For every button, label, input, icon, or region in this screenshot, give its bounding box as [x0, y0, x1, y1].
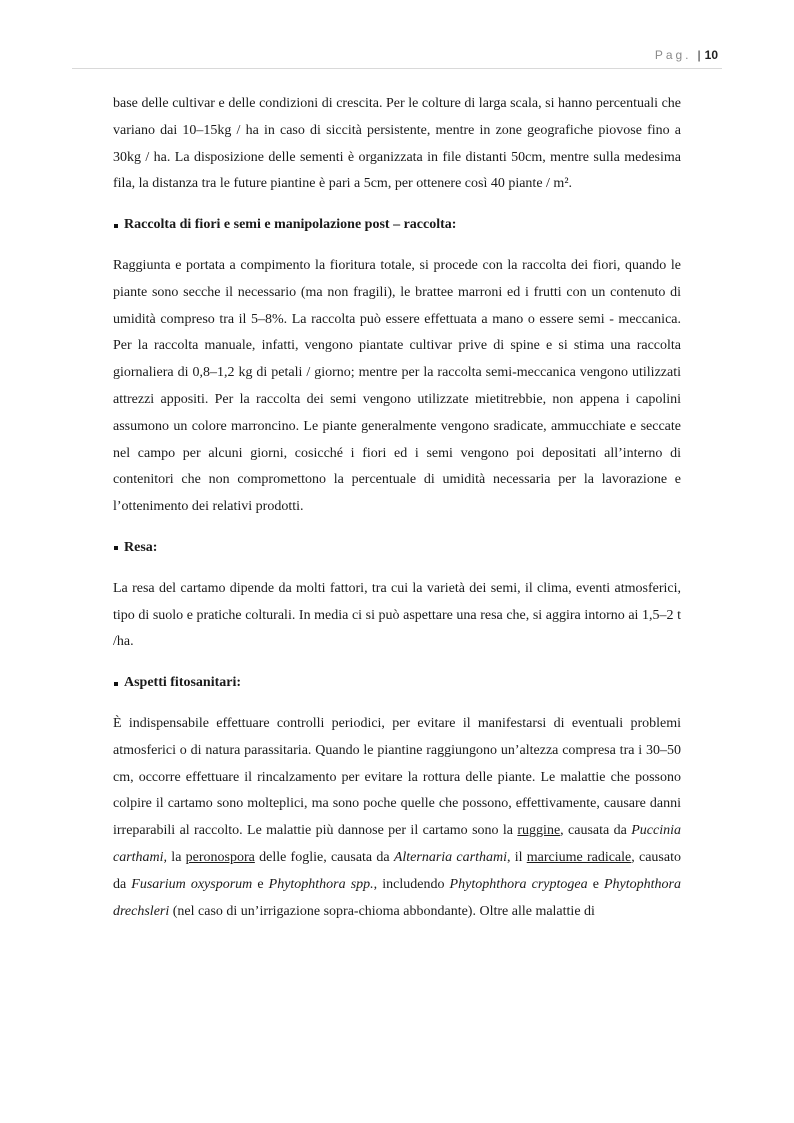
bullet-icon: [114, 224, 118, 228]
italic-species: Fusarium oxysporum: [131, 876, 253, 892]
text-run: , il: [506, 849, 527, 865]
section-heading-text: Resa:: [124, 539, 158, 555]
text-run: , includendo: [373, 876, 450, 892]
text-run: delle foglie, causata da: [254, 849, 394, 865]
italic-species: Phytophthora drechsleri: [113, 876, 681, 919]
page-header: [655, 48, 718, 62]
italic-species: Phytophthora spp.: [268, 876, 374, 892]
raccolta-paragraph: Raggiunta e portata a compimento la fioritura totale, si procede con la raccolta dei fiori, quando le piante sono secche il necessario (ma non fragili), le brattee marroni ed i frutti con un contenuto di umidità compreso tra il 5–8%. La raccolta può essere effettuata a mano o essere semi - meccanica. Per la raccolta manuale, infatti, vengono piantate cultivar prive di spine e si stima una raccolta giornaliera di 0,8–1,2 kg di petali / giorno; mentre per la raccolta semi-meccanica vengono utilizzati attrezzi appositi. Per la raccolta dei semi vengono utilizzate mietitrebbie, non appena i capolini assumono un colore marroncino. Le piante generalmente vengono sradicate, ammucchiate e seccate nel campo per alcuni giorni, cosicché i fiori ed i semi vengono poi depositati all’interno di contenitori che non compromettono la percentuale di umidità necessaria per la lavorazione e l’ottenimento dei relativi prodotti.: [113, 257, 681, 515]
italic-species: Alternaria carthami: [393, 849, 507, 865]
underlined-term: peronospora: [185, 849, 255, 865]
text-run: la: [167, 849, 186, 865]
intro-paragraph: base delle cultivar e delle condizioni di crescita. Per le colture di larga scala, si hanno percentuali che variano dai 10–15kg / ha in caso di siccità persistente, mentre in zone geografiche piovose fino a 30kg / ha. La disposizione delle sementi è organizzata in file distanti 50cm, mentre sulla medesima fila, la distanza tra le future piantine è pari a 5cm, per ottenere così 40 piante / m².: [113, 96, 681, 192]
text-run: , causata da: [560, 823, 632, 839]
resa-paragraph: La resa del cartamo dipende da molti fattori, tra cui la varietà dei semi, il clima, eventi atmosferici, tipo di suolo e pratiche colturali. In media ci si può aspettare una resa che, si aggira intorno ai 1,5–2 t /ha.: [113, 580, 681, 650]
section-heading-text: Aspetti fitosanitari:: [124, 675, 242, 691]
text-run: e: [587, 876, 604, 892]
header-separator: |: [697, 48, 701, 62]
section-heading-resa: [113, 535, 681, 562]
underlined-term: ruggine: [517, 823, 561, 839]
section-heading-raccolta: [113, 212, 681, 239]
underlined-term: marciume radicale: [526, 849, 632, 865]
text-run: e: [252, 876, 269, 892]
italic-species: Phytophthora cryptogea: [449, 876, 588, 892]
header-divider: [72, 68, 722, 69]
italic-species: Puccinia carthami,: [113, 823, 681, 865]
text-run: , causato da: [113, 849, 681, 892]
page-label: Pag.: [654, 48, 692, 62]
bullet-icon: [114, 546, 118, 550]
document-body: [113, 91, 681, 939]
section-heading-text: Raccolta di fiori e semi e manipolazione post – raccolta:: [124, 217, 457, 233]
text-run: È indispensabile effettuare controlli periodici, per evitare il manifestarsi di eventuali problemi atmosferici o di natura parassitaria. Quando le piantine raggiungono un’altezza compresa tra i 30–50 cm, occorre effettuare il rincalzamento per evitare la rottura delle piante. Le malattie che possono colpire il cartamo sono molteplici, ma sono poche quelle che possono, effettivamente, causare danni irreparabili al raccolto. Le malattie più dannose per il cartamo sono la: [113, 715, 681, 839]
section-heading-aspetti: [113, 670, 681, 697]
bullet-icon: [114, 682, 118, 686]
page-number: 10: [704, 48, 718, 62]
aspetti-paragraph: [113, 711, 681, 925]
text-run: (nel caso di un’irrigazione sopra-chioma abbondante). Oltre alle malattie di: [169, 903, 595, 919]
